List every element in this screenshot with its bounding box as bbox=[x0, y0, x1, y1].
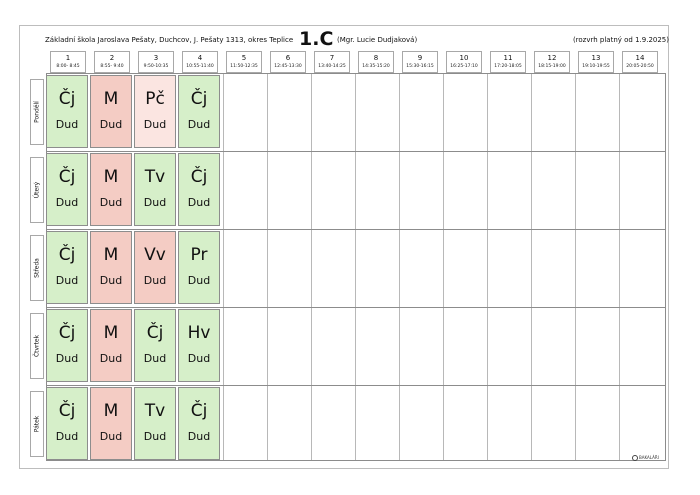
timetable-header bbox=[45, 28, 669, 51]
period-header-14 bbox=[622, 51, 658, 73]
period-header-11 bbox=[490, 51, 526, 73]
lesson-subject: Čj bbox=[190, 89, 208, 109]
period-number: 4 bbox=[197, 54, 203, 62]
lesson-subject: Čj bbox=[58, 245, 76, 265]
lesson-subject: Čj bbox=[146, 323, 164, 343]
period-time: 8:55- 9:40 bbox=[100, 64, 124, 69]
period-header-1 bbox=[50, 51, 86, 73]
period-header-2 bbox=[94, 51, 130, 73]
lesson-teacher: Dud bbox=[143, 196, 167, 209]
day-label-friday bbox=[30, 391, 44, 457]
school-name: Základní škola Jaroslava Pešaty, Duchcov, J. Pešaty 1313, okres Teplice bbox=[45, 36, 294, 44]
bakalari-logo bbox=[632, 455, 659, 461]
period-header-8 bbox=[358, 51, 394, 73]
lesson-subject: M bbox=[103, 167, 119, 187]
lesson-teacher: Dud bbox=[99, 274, 123, 287]
lesson-subject: Tv bbox=[144, 401, 166, 421]
grid-divider bbox=[531, 74, 532, 460]
lesson-teacher: Dud bbox=[99, 118, 123, 131]
lesson-subject: M bbox=[103, 323, 119, 343]
period-header-3 bbox=[138, 51, 174, 73]
day-name: Čtvrtek bbox=[33, 334, 41, 358]
lesson-cell[interactable] bbox=[134, 231, 176, 304]
lesson-cell[interactable] bbox=[46, 309, 88, 382]
lesson-teacher: Dud bbox=[99, 430, 123, 443]
period-time: 13:40-14:25 bbox=[318, 64, 346, 69]
lesson-cell[interactable] bbox=[90, 309, 132, 382]
period-time: 16:25-17:10 bbox=[450, 64, 478, 69]
period-number: 7 bbox=[329, 54, 335, 62]
lesson-subject: M bbox=[103, 89, 119, 109]
lesson-cell[interactable] bbox=[134, 75, 176, 148]
period-time: 8:00- 8:45 bbox=[56, 64, 80, 69]
lesson-subject: M bbox=[103, 245, 119, 265]
period-header-9 bbox=[402, 51, 438, 73]
lesson-cell[interactable] bbox=[46, 231, 88, 304]
lesson-cell[interactable] bbox=[134, 309, 176, 382]
day-label-tuesday bbox=[30, 157, 44, 223]
lesson-teacher: Dud bbox=[143, 274, 167, 287]
period-number: 6 bbox=[285, 54, 291, 62]
lesson-subject: Čj bbox=[190, 401, 208, 421]
lesson-teacher: Dud bbox=[143, 352, 167, 365]
bakalari-logo-icon bbox=[632, 455, 638, 461]
grid-divider bbox=[575, 74, 576, 460]
lesson-teacher: Dud bbox=[143, 430, 167, 443]
lesson-cell[interactable] bbox=[90, 387, 132, 460]
grid-divider bbox=[487, 74, 488, 460]
lesson-teacher: Dud bbox=[99, 352, 123, 365]
period-header-13 bbox=[578, 51, 614, 73]
period-time: 10:55-11:40 bbox=[186, 64, 214, 69]
lesson-teacher: Dud bbox=[187, 196, 211, 209]
period-header-6 bbox=[270, 51, 306, 73]
period-number: 10 bbox=[459, 54, 469, 62]
lesson-cell[interactable] bbox=[46, 75, 88, 148]
lesson-cell[interactable] bbox=[134, 153, 176, 226]
day-label-thursday bbox=[30, 313, 44, 379]
valid-from: (rozvrh platný od 1.9.2025) bbox=[572, 36, 669, 44]
period-header-row bbox=[50, 51, 666, 73]
lesson-cell[interactable] bbox=[90, 231, 132, 304]
period-header-5 bbox=[226, 51, 262, 73]
lesson-teacher: Dud bbox=[55, 352, 79, 365]
period-header-10 bbox=[446, 51, 482, 73]
lesson-subject: Pr bbox=[190, 245, 208, 265]
period-number: 5 bbox=[241, 54, 247, 62]
lesson-subject: M bbox=[103, 401, 119, 421]
lesson-cell[interactable] bbox=[178, 153, 220, 226]
grid-divider bbox=[223, 74, 224, 460]
period-time: 20:05-20:50 bbox=[626, 64, 654, 69]
period-number: 3 bbox=[153, 54, 159, 62]
day-label-monday bbox=[30, 79, 44, 145]
period-number: 14 bbox=[635, 54, 645, 62]
period-time: 14:35-15:20 bbox=[362, 64, 390, 69]
period-number: 9 bbox=[417, 54, 423, 62]
lesson-subject: Pč bbox=[145, 89, 165, 109]
grid-divider bbox=[47, 229, 665, 230]
lesson-cell[interactable] bbox=[178, 309, 220, 382]
lesson-teacher: Dud bbox=[187, 352, 211, 365]
period-number: 11 bbox=[503, 54, 513, 62]
lesson-teacher: Dud bbox=[99, 196, 123, 209]
lesson-cell[interactable] bbox=[90, 75, 132, 148]
class-teacher: (Mgr. Lucie Dudjaková) bbox=[337, 36, 418, 44]
day-name: Středa bbox=[33, 258, 41, 278]
lesson-subject: Hv bbox=[187, 323, 211, 343]
class-name: 1.C bbox=[299, 28, 334, 50]
period-number: 12 bbox=[547, 54, 557, 62]
period-time: 19:10-19:55 bbox=[582, 64, 610, 69]
lesson-cell[interactable] bbox=[46, 387, 88, 460]
lesson-cell[interactable] bbox=[90, 153, 132, 226]
lesson-teacher: Dud bbox=[55, 196, 79, 209]
lesson-subject: Tv bbox=[144, 167, 166, 187]
lesson-cell[interactable] bbox=[178, 75, 220, 148]
lesson-subject: Čj bbox=[58, 401, 76, 421]
grid-divider bbox=[311, 74, 312, 460]
grid-divider bbox=[355, 74, 356, 460]
lesson-cell[interactable] bbox=[46, 153, 88, 226]
period-time: 11:50-12:35 bbox=[230, 64, 258, 69]
grid-divider bbox=[47, 151, 665, 152]
lesson-subject: Čj bbox=[190, 167, 208, 187]
lesson-teacher: Dud bbox=[55, 430, 79, 443]
period-time: 17:20-18:05 bbox=[494, 64, 522, 69]
day-name: Pátek bbox=[33, 415, 41, 433]
period-time: 12:45-13:30 bbox=[274, 64, 302, 69]
grid-divider bbox=[399, 74, 400, 460]
period-number: 2 bbox=[109, 54, 115, 62]
period-number: 1 bbox=[65, 54, 71, 62]
lesson-teacher: Dud bbox=[143, 118, 167, 131]
lesson-subject: Čj bbox=[58, 89, 76, 109]
lesson-teacher: Dud bbox=[187, 118, 211, 131]
lesson-teacher: Dud bbox=[187, 274, 211, 287]
period-header-4 bbox=[182, 51, 218, 73]
period-time: 18:15-19:00 bbox=[538, 64, 566, 69]
period-time: 15:30-16:15 bbox=[406, 64, 434, 69]
day-name: Pondělí bbox=[33, 101, 41, 123]
day-name: Úterý bbox=[33, 181, 41, 199]
lesson-subject: Čj bbox=[58, 323, 76, 343]
period-time: 9:50-10:35 bbox=[143, 64, 169, 69]
grid-divider bbox=[619, 74, 620, 460]
lesson-teacher: Dud bbox=[55, 274, 79, 287]
day-label-wednesday bbox=[30, 235, 44, 301]
grid-divider bbox=[47, 385, 665, 386]
lesson-teacher: Dud bbox=[187, 430, 211, 443]
grid-divider bbox=[267, 74, 268, 460]
logo-text: BAKALÁŘI bbox=[639, 455, 659, 460]
lesson-subject: Čj bbox=[58, 167, 76, 187]
lesson-subject: Vv bbox=[144, 245, 166, 265]
lesson-cell[interactable] bbox=[178, 231, 220, 304]
lesson-cell[interactable] bbox=[134, 387, 176, 460]
lesson-cell[interactable] bbox=[178, 387, 220, 460]
period-number: 8 bbox=[373, 54, 379, 62]
lesson-teacher: Dud bbox=[55, 118, 79, 131]
period-number: 13 bbox=[591, 54, 601, 62]
period-header-12 bbox=[534, 51, 570, 73]
period-header-7 bbox=[314, 51, 350, 73]
grid-divider bbox=[47, 307, 665, 308]
grid-divider bbox=[443, 74, 444, 460]
